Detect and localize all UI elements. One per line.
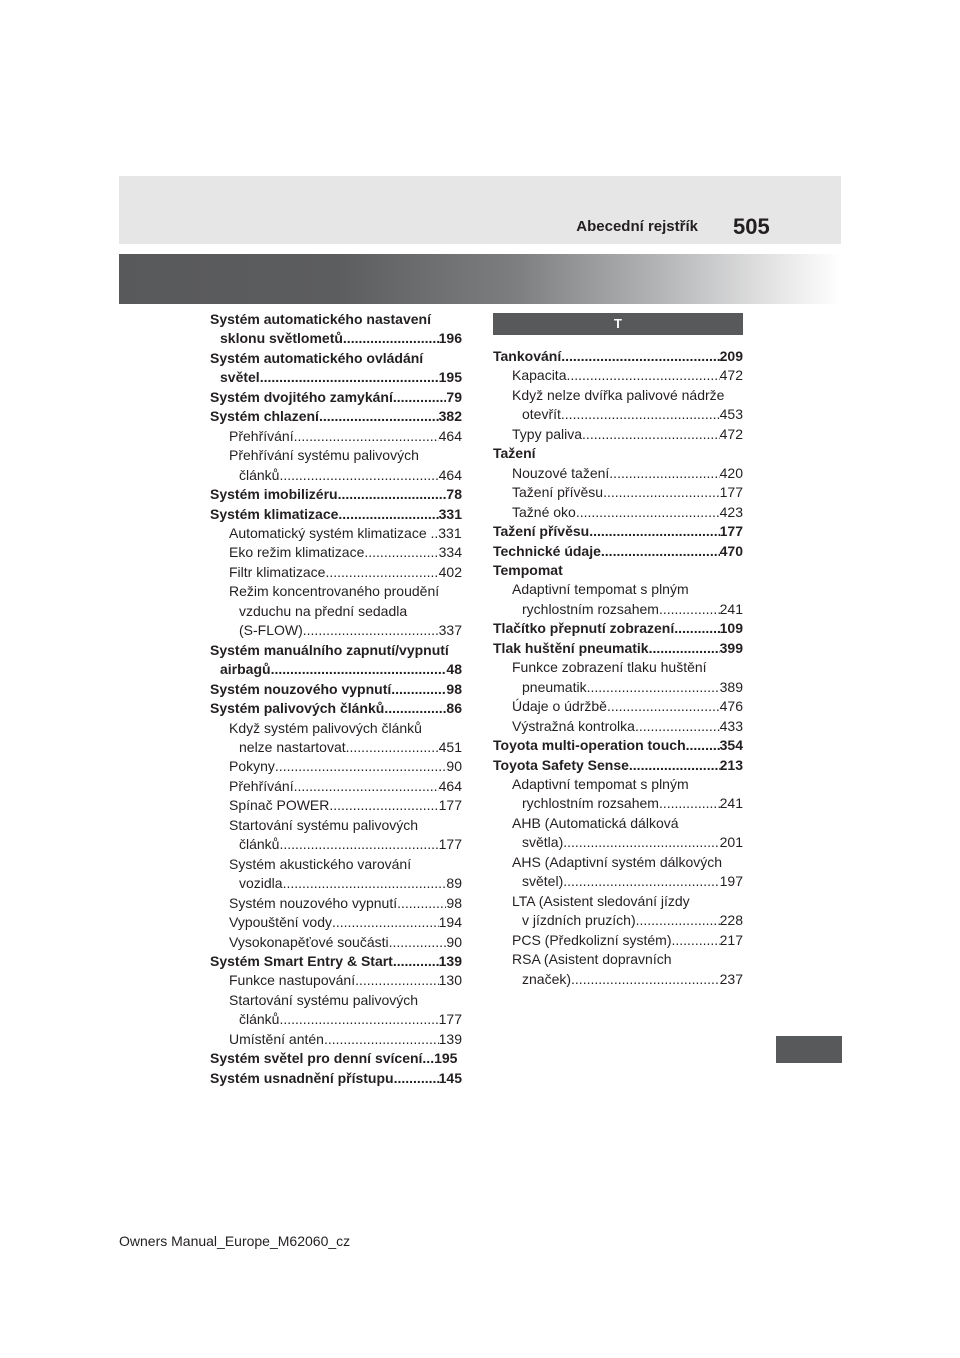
index-entry xyxy=(220,368,462,387)
index-entry xyxy=(493,639,743,658)
leader-dots xyxy=(279,835,438,854)
entry-text: v jízdních pruzích) xyxy=(522,912,636,929)
index-entry xyxy=(493,736,743,755)
leader-dots xyxy=(271,660,447,679)
entry-page: 145 xyxy=(438,1069,462,1086)
index-entry xyxy=(239,466,462,485)
entry-page: 98 xyxy=(446,680,462,697)
entry-text-first-line: Přehřívání systému palivových xyxy=(229,447,419,464)
entry-text: Tlak huštění pneumatik xyxy=(493,639,649,656)
entry-page: 130 xyxy=(438,972,462,989)
entry-text-first-line: Když nelze dvířka palivové nádrže xyxy=(512,386,725,403)
leader-dots xyxy=(324,1030,439,1049)
entry-page: 464 xyxy=(438,777,462,794)
entry-text: PCS (Předkolizní systém) xyxy=(512,931,672,948)
entry-page: 194 xyxy=(438,914,462,931)
index-entry xyxy=(229,777,462,796)
leader-dots xyxy=(319,407,439,426)
leader-dots xyxy=(566,366,719,385)
entry-text: Systém Smart Entry & Start xyxy=(210,952,393,969)
entry-page: 86 xyxy=(446,700,462,717)
index-entry xyxy=(229,563,462,582)
entry-page: 90 xyxy=(446,758,462,775)
index-entry xyxy=(229,757,462,776)
entry-page: 241 xyxy=(719,795,743,812)
entry-page: 89 xyxy=(446,875,462,892)
leader-dots xyxy=(603,483,720,502)
index-entry xyxy=(239,621,462,640)
entry-text: Tažení přívěsu xyxy=(493,523,590,540)
entry-text: Přehřívání xyxy=(229,427,294,444)
leader-dots xyxy=(394,1069,439,1088)
entry-text: článků xyxy=(239,1011,280,1028)
index-entry xyxy=(229,971,462,990)
leader-dots xyxy=(343,329,439,348)
entry-text: článků xyxy=(239,466,280,483)
index-entry xyxy=(512,366,743,385)
entry-page: 472 xyxy=(719,367,743,384)
index-column-right xyxy=(493,310,743,989)
leader-dots xyxy=(589,522,719,541)
index-entry xyxy=(512,931,743,950)
leader-dots xyxy=(582,425,720,444)
leader-dots xyxy=(389,933,447,952)
entry-text-first-line: Startování systému palivových xyxy=(229,991,419,1008)
entry-text: sklonu světlometů xyxy=(220,330,343,347)
entry-page: 78 xyxy=(446,486,462,503)
index-entry xyxy=(229,543,462,562)
entry-text: Systém klimatizace xyxy=(210,505,339,522)
index-entry xyxy=(522,911,743,930)
entry-text: Pokyny xyxy=(229,758,275,775)
leader-dots xyxy=(671,931,719,950)
entry-text: Umístění antén xyxy=(229,1030,324,1047)
entry-text: (S-FLOW) xyxy=(239,622,303,639)
entry-page: 197 xyxy=(719,873,743,890)
index-entry xyxy=(522,872,743,891)
entry-page: 177 xyxy=(719,484,743,501)
leader-dots xyxy=(338,505,438,524)
index-entry xyxy=(210,1049,462,1068)
header-gradient-bar xyxy=(119,254,841,304)
entry-text: Přehřívání xyxy=(229,777,294,794)
index-entry xyxy=(229,913,462,932)
index-entry xyxy=(512,425,743,444)
entry-text: nelze nastartovat xyxy=(239,738,346,755)
index-entry xyxy=(220,660,462,679)
leader-dots xyxy=(659,600,720,619)
entry-text: Tlačítko přepnutí zobrazení xyxy=(493,620,675,637)
leader-dots xyxy=(561,347,719,366)
leader-dots xyxy=(576,503,720,522)
entry-page: 209 xyxy=(719,348,743,364)
leader-dots xyxy=(674,619,719,638)
leader-dots xyxy=(686,736,720,755)
entry-text-first-line: RSA (Asistent dopravních xyxy=(512,951,672,968)
leader-dots xyxy=(384,699,446,718)
leader-dots xyxy=(329,796,438,815)
entry-page: 464 xyxy=(438,427,462,444)
entry-page: 453 xyxy=(719,406,743,423)
entry-text: Automatický systém klimatizace ..331 xyxy=(229,524,462,541)
leader-dots xyxy=(294,427,439,446)
index-entry xyxy=(210,407,462,426)
leader-dots xyxy=(294,777,439,796)
entry-text: airbagů xyxy=(220,661,271,678)
entry-page: 451 xyxy=(438,738,462,755)
index-entry xyxy=(210,680,462,699)
entry-text: Systém nouzového vypnutí xyxy=(210,680,392,697)
index-entry xyxy=(512,697,743,716)
entry-text: Toyota multi-operation touch xyxy=(493,737,686,754)
index-entry xyxy=(493,522,743,541)
index-entry xyxy=(229,796,462,815)
leader-dots xyxy=(391,680,446,699)
leader-dots xyxy=(355,971,439,990)
entry-text-mid-line: vzduchu na přední sedadla xyxy=(239,602,408,619)
entry-text: Údaje o údržbě xyxy=(512,698,607,715)
entry-text: rychlostním rozsahem xyxy=(522,795,659,812)
entry-text: rychlostním rozsahem xyxy=(522,600,659,617)
entry-text: Tankování xyxy=(493,348,562,364)
entry-text-first-line: Systém automatického nastavení xyxy=(210,311,431,327)
leader-dots xyxy=(563,833,719,852)
entry-page: 337 xyxy=(438,622,462,639)
entry-page: 354 xyxy=(719,737,743,754)
leader-dots xyxy=(587,678,720,697)
entry-text: Tažení přívěsu xyxy=(512,484,604,501)
entry-page: 420 xyxy=(719,464,743,481)
entry-page: 90 xyxy=(446,933,462,950)
entry-page: 213 xyxy=(719,756,743,773)
entry-page: 98 xyxy=(446,894,462,911)
entry-text: otevřít xyxy=(522,406,561,423)
entry-text: Toyota Safety Sense xyxy=(493,756,629,773)
entry-text: Systém usnadnění přístupu xyxy=(210,1069,394,1086)
index-entry xyxy=(493,542,743,561)
entry-text-first-line: Když systém palivových článků xyxy=(229,719,422,736)
entry-page: 237 xyxy=(719,970,743,987)
leader-dots xyxy=(629,756,720,775)
entry-page: 470 xyxy=(719,542,743,559)
index-entry xyxy=(229,427,462,446)
entry-page: 48 xyxy=(446,661,462,678)
index-entry xyxy=(522,970,743,989)
index-entry xyxy=(493,619,743,638)
entry-text: Vypouštění vody xyxy=(229,914,332,931)
entry-page: 177 xyxy=(438,1011,462,1028)
index-entry xyxy=(512,483,743,502)
entry-text-first-line: Startování systému palivových xyxy=(229,816,419,833)
entry-page: 476 xyxy=(719,698,743,715)
index-entry xyxy=(239,1010,462,1029)
entry-text: Výstražná kontrolka xyxy=(512,717,635,734)
entry-page: 334 xyxy=(438,544,462,561)
index-entry xyxy=(512,464,743,483)
index-entry xyxy=(522,405,743,424)
index-entry xyxy=(210,699,462,718)
entry-page: 196 xyxy=(438,330,462,347)
leader-dots xyxy=(393,388,447,407)
leader-dots xyxy=(561,405,720,424)
index-entry xyxy=(522,794,743,813)
leader-dots xyxy=(563,872,719,891)
entry-text: světel xyxy=(220,369,260,386)
index-entry xyxy=(229,933,462,952)
leader-dots xyxy=(609,464,719,483)
index-entry xyxy=(493,756,743,775)
entry-page: 139 xyxy=(438,1030,462,1047)
index-entry xyxy=(522,833,743,852)
entry-text: Funkce nastupování xyxy=(229,972,356,989)
leader-dots xyxy=(607,697,720,716)
thumb-index-tab xyxy=(776,1036,842,1063)
entry-page: 402 xyxy=(438,563,462,580)
entry-text: Tažné oko xyxy=(512,503,576,520)
entry-page: 241 xyxy=(719,600,743,617)
leader-dots xyxy=(397,894,446,913)
footer-text: Owners Manual_Europe_M62060_cz xyxy=(119,1233,351,1249)
entry-page: 423 xyxy=(719,503,743,520)
entry-text: Systém dvojitého zamykání xyxy=(210,388,393,405)
leader-dots xyxy=(636,911,720,930)
entry-text-first-line: AHB (Automatická dálková xyxy=(512,814,679,831)
index-heading: Tažení xyxy=(493,445,536,462)
entry-text-first-line: Systém automatického ovládání xyxy=(210,349,424,366)
leader-dots xyxy=(332,913,439,932)
entry-page: 382 xyxy=(438,408,462,425)
index-entry xyxy=(239,874,462,893)
entry-text: Kapacita xyxy=(512,367,567,384)
index-entry xyxy=(210,952,462,971)
section-title: Abecední rejstřík xyxy=(576,218,698,235)
leader-dots xyxy=(393,952,439,971)
entry-text: Systém světel pro denní svícení...195 xyxy=(210,1050,458,1067)
leader-dots xyxy=(303,621,439,640)
entry-text: Systém nouzového vypnutí xyxy=(229,894,398,911)
entry-page: 177 xyxy=(719,523,743,540)
index-heading: Tempomat xyxy=(493,561,563,578)
entry-page: 472 xyxy=(719,425,743,442)
entry-page: 399 xyxy=(719,639,743,656)
entry-page: 177 xyxy=(438,797,462,814)
page-number: 505 xyxy=(733,214,770,239)
entry-text: Eko režim klimatizace xyxy=(229,544,365,561)
entry-page: 433 xyxy=(719,717,743,734)
leader-dots xyxy=(260,368,439,387)
index-entry xyxy=(220,329,462,348)
leader-dots xyxy=(635,717,720,736)
entry-text: Systém chlazení xyxy=(210,408,319,425)
entry-text: článků xyxy=(239,836,280,853)
entry-page: 201 xyxy=(719,834,743,851)
entry-text: Spínač POWER xyxy=(229,797,330,814)
entry-text-first-line: Systém akustického varování xyxy=(229,855,412,872)
entry-text: světel) xyxy=(522,873,564,890)
entry-text-first-line: Adaptivní tempomat s plným xyxy=(512,775,689,792)
leader-dots xyxy=(275,757,447,776)
entry-text-first-line: Systém manuálního zapnutí/vypnutí xyxy=(210,641,449,658)
entry-text: Technické údaje xyxy=(493,542,601,559)
index-entry xyxy=(229,894,462,913)
entry-text: značek) xyxy=(522,970,572,987)
index-entry xyxy=(210,485,462,504)
entry-text: Filtr klimatizace xyxy=(229,563,326,580)
index-entry xyxy=(493,347,743,366)
index-entry xyxy=(210,1069,462,1088)
entry-text-first-line: Adaptivní tempomat s plným xyxy=(512,581,689,598)
leader-dots xyxy=(601,542,720,561)
leader-dots xyxy=(338,485,447,504)
entry-text-first-line: AHS (Adaptivní systém dálkových xyxy=(512,853,723,870)
index-entry xyxy=(229,1030,462,1049)
index-entry xyxy=(522,600,743,619)
entry-text: Systém imobilizéru xyxy=(210,486,338,503)
leader-dots xyxy=(279,466,438,485)
entry-page: 79 xyxy=(446,388,462,405)
leader-dots xyxy=(279,1010,438,1029)
section-letter-bar: T xyxy=(493,313,743,335)
index-entry xyxy=(210,505,462,524)
leader-dots xyxy=(346,738,439,757)
entry-text-first-line: Funkce zobrazení tlaku huštění xyxy=(512,659,707,676)
index-entry xyxy=(239,738,462,757)
entry-page: 331 xyxy=(438,505,462,522)
leader-dots xyxy=(325,563,438,582)
entry-text-first-line: LTA (Asistent sledování jízdy xyxy=(512,892,690,909)
entry-text: světla) xyxy=(522,834,564,851)
entry-page: 464 xyxy=(438,466,462,483)
index-entry xyxy=(239,835,462,854)
index-entry xyxy=(229,524,462,543)
leader-dots xyxy=(659,794,720,813)
leader-dots xyxy=(649,639,720,658)
entry-text: Vysokonapěťové součásti xyxy=(229,933,389,950)
leader-dots xyxy=(283,874,447,893)
entry-page: 389 xyxy=(719,678,743,695)
index-entry xyxy=(522,678,743,697)
entry-page: 228 xyxy=(719,912,743,929)
entry-page: 139 xyxy=(438,952,462,969)
entry-page: 177 xyxy=(438,836,462,853)
leader-dots xyxy=(364,543,438,562)
entry-page: 195 xyxy=(438,369,462,386)
entry-text: Typy paliva xyxy=(512,425,583,442)
leader-dots xyxy=(571,970,720,989)
index-entry xyxy=(512,717,743,736)
entry-page: 217 xyxy=(719,931,743,948)
index-entry xyxy=(512,503,743,522)
index-entry xyxy=(210,388,462,407)
entry-text-first-line: Režim koncentrovaného proudění xyxy=(229,583,440,600)
index-column-left xyxy=(210,310,462,1088)
entry-page: 109 xyxy=(719,620,743,637)
entry-text: vozidla xyxy=(239,875,283,892)
entry-text: Systém palivových článků xyxy=(210,700,385,717)
entry-text: Nouzové tažení xyxy=(512,464,610,481)
entry-text: pneumatik xyxy=(522,678,587,695)
